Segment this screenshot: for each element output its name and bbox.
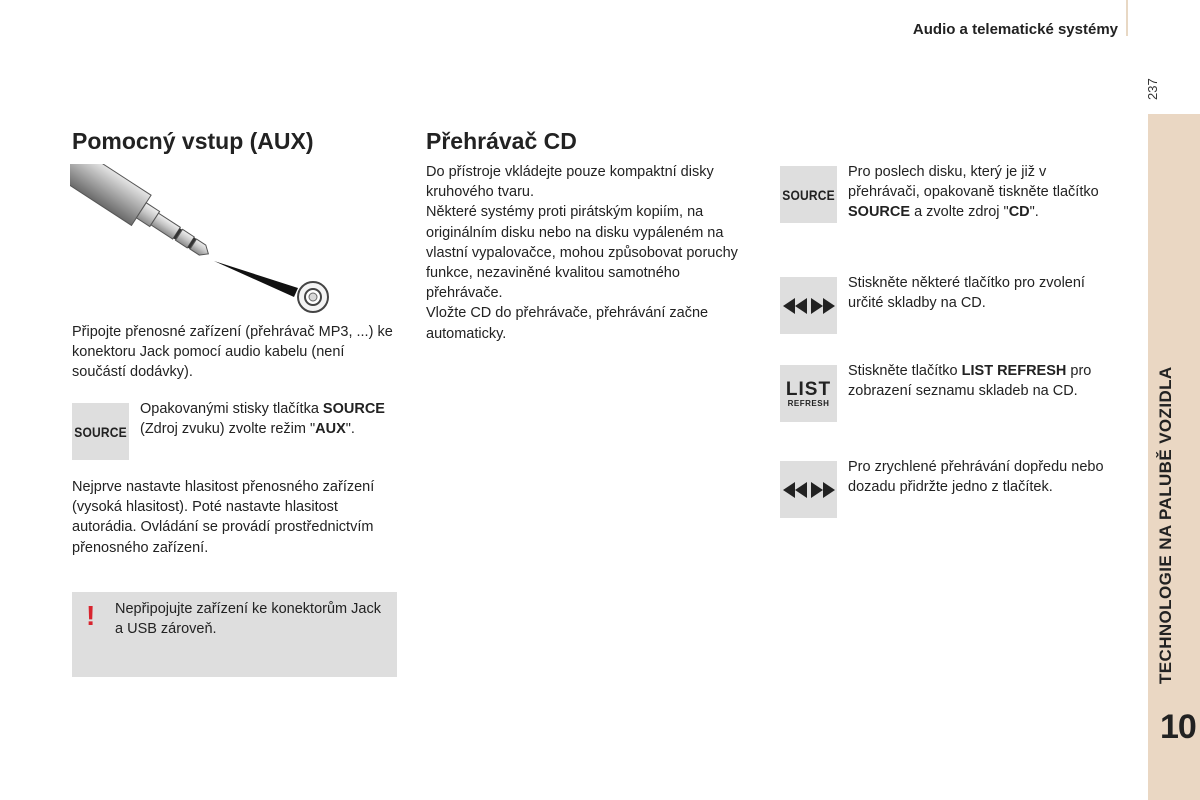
- rewind-forward-icon: [783, 297, 835, 315]
- cd-track-select-text: Stiskněte některé tlačítko pro zvolení určité skladby na CD.: [848, 275, 1085, 312]
- aux-source-text: Opakovanými stisky tlačítka SOURCE (Zdroj zvuku) zvolte režim "AUX".: [140, 401, 385, 438]
- chapter-number: 10: [1160, 708, 1196, 746]
- cd-source-instruction: Pro poslech disku, který je již v přehrávači, opakovaně tiskněte tlačítko SOURCE a zvolte zdroj "CD".: [848, 164, 1099, 221]
- seek-buttons-icon: [780, 461, 837, 518]
- cd-section-title: Přehrávač CD: [426, 128, 577, 154]
- section-title: Audio a telematické systémy: [912, 21, 1118, 38]
- list-refresh-button-icon: [780, 365, 837, 422]
- aux-section-title: Pomocný vstup (AUX): [72, 128, 314, 154]
- cd-intro-text: Do přístroje vkládejte pouze kompaktní disky kruhového tvaru. Některé systémy proti pirátským kopiím, na originálním disku nebo na disku vypáleném na vlastní vypalovačce, mohou způsobovat poruchy funkce, nezaviněné kvalitou samotného přehrávače. Vložte CD do přehrávače, přehrávání začne automaticky.: [426, 164, 738, 342]
- aux-intro-text: Připojte přenosné zařízení (přehrávač MP3, ...) ke konektoru Jack pomocí audio kabelu (není součástí dodávky).: [72, 324, 393, 381]
- source-icon-label: SOURCE: [782, 186, 835, 203]
- page-number: 237: [1145, 78, 1160, 100]
- cd-list-refresh-text: Stiskněte tlačítko LIST REFRESH pro zobrazení seznamu skladeb na CD.: [848, 363, 1092, 400]
- chapter-tab-label: TECHNOLOGIE NA PALUBĚ VOZIDLA: [1156, 366, 1175, 684]
- aux-volume-text: Nejprve nastavte hlasitost přenosného zařízení (vysoká hlasitost). Poté nastavte hlasitost autorádia. Ovládání se provádí prostřednictvím přenosného zařízení.: [72, 479, 375, 556]
- rewind-forward-icon: [783, 481, 835, 499]
- source-button-icon: [780, 166, 837, 223]
- warning-text: Nepřipojujte zařízení ke konektorům Jack a USB zároveň.: [115, 601, 381, 638]
- source-icon-label: SOURCE: [74, 423, 127, 440]
- warning-exclamation-icon: !: [86, 600, 96, 631]
- list-icon-label: LIST: [785, 378, 832, 400]
- source-button-icon: [72, 403, 129, 460]
- jack-plug-illustration: [70, 164, 335, 314]
- seek-buttons-icon: [780, 277, 837, 334]
- header-divider: [1126, 0, 1128, 36]
- cd-fast-seek-text: Pro zrychlené přehrávání dopředu nebo dozadu přidržte jedno z tlačítek.: [848, 459, 1104, 496]
- refresh-icon-label: REFRESH: [787, 398, 830, 408]
